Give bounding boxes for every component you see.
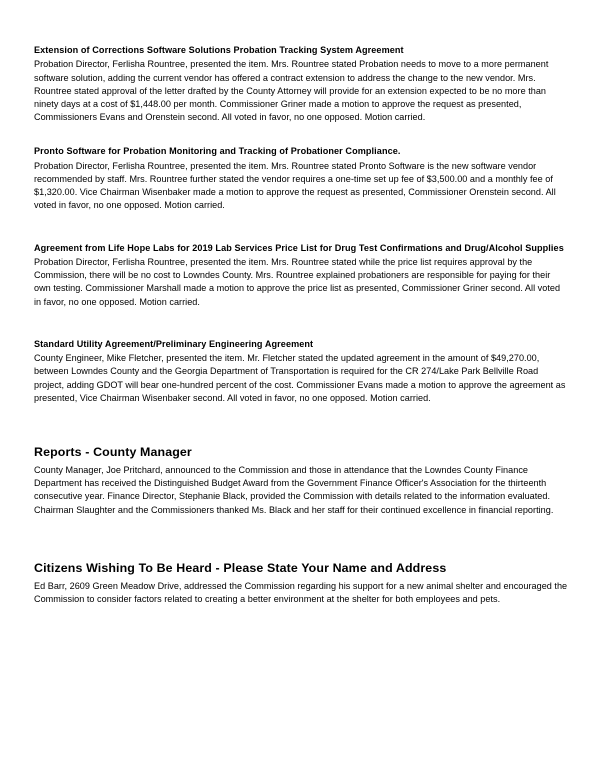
section-reports-county-manager <box>34 444 568 517</box>
section-heading: Reports - County Manager <box>34 445 192 460</box>
section-heading: Citizens Wishing To Be Heard - Please State Your Name and Address <box>34 560 447 575</box>
section-heading: Standard Utility Agreement/Preliminary Engineering Agreement <box>34 338 314 349</box>
section-body: County Engineer, Mike Fletcher, presented the item. Mr. Fletcher stated the updated agreement in the amount of $49,270.00, between Lowndes County and the Georgia Department of Transportation is required for the CR 274/Lake Park Bellville Road project, adding GDOT will bear one-hundred percent of the cost. Commissioner Evans made a motion to approve the agreement as presented, Vice Chairman Wisenbaker second. All voted in favor, no one opposed. Motion carried. <box>34 353 566 403</box>
section-heading: Agreement from Life Hope Labs for 2019 Lab Services Price List for Drug Test Confirmations and Drug/Alcohol Supplies <box>34 242 564 253</box>
section-heading: Extension of Corrections Software Solutions Probation Tracking System Agreement <box>34 45 404 55</box>
section-body: Probation Director, Ferlisha Rountree, presented the item. Mrs. Rountree stated Probation needs to move to a more permanent software solution, adding the current vendor has offered a contract extension to address the change to the new vendor. Mrs. Rountree stated approval of the letter drafted by the County Attorney will provide for an extension expected to be no more than ninety days at a cost of $1,448.00 per month. Commissioner Griner made a motion to approve the request as presented, Commissioners Evans and Orenstein second. All voted in favor, no one opposed. Motion carried. <box>34 59 549 123</box>
section-body: Probation Director, Ferlisha Rountree, presented the item. Mrs. Rountree stated while the price list requires approval by the Commission, there will be no cost to Lowndes County. Mrs. Rountree explained probationers are responsible for paying for their own testing. Commissioner Marshall made a motion to approve the price list as presented, Commissioner Griner second. All voted in favor, no one opposed. Motion carried. <box>34 257 561 307</box>
section-body: Probation Director, Ferlisha Rountree, presented the item. Mrs. Rountree stated Pronto Software is the new software vendor recommended by staff. Mrs. Rountree further stated the vendor requires a one-time set up fee of $3,500.00 and a monthly fee of $1,320.00. Vice Chairman Wisenbaker made a motion to approve the request as presented, Commissioner Orenstein second. All voted in favor, no one opposed. Motion carried. <box>34 160 556 211</box>
section-heading: Pronto Software for Probation Monitoring and Tracking of Probationer Compliance. <box>34 146 401 157</box>
spacer <box>34 531 568 560</box>
spacer <box>34 227 568 242</box>
section-standard-utility-agreement <box>34 338 568 405</box>
section-pronto-software <box>34 145 568 212</box>
spacer <box>34 323 568 338</box>
section-body: Ed Barr, 2609 Green Meadow Drive, addressed the Commission regarding his support for a new animal shelter and encouraged the Commission to consider factors related to creating a better environment at the shelter for both employees and pets. <box>34 580 568 605</box>
section-citizens-wishing-to-be-heard <box>34 560 568 606</box>
section-corrections-software-extension <box>34 44 568 124</box>
spacer <box>34 419 568 444</box>
spacer <box>34 138 568 145</box>
section-life-hope-labs-agreement <box>34 242 568 309</box>
section-body: County Manager, Joe Pritchard, announced to the Commission and those in attendance that the Lowndes County Finance Department has received the Distinguished Budget Award from the Government Finance Officer's Association for the thirteenth consecutive year. Finance Director, Stephanie Black, provided the Commission with details related to the information evaluated. Chairman Slaughter and the Commissioners thanked Ms. Black and her staff for their continued excellence in financial reporting. <box>34 465 554 515</box>
